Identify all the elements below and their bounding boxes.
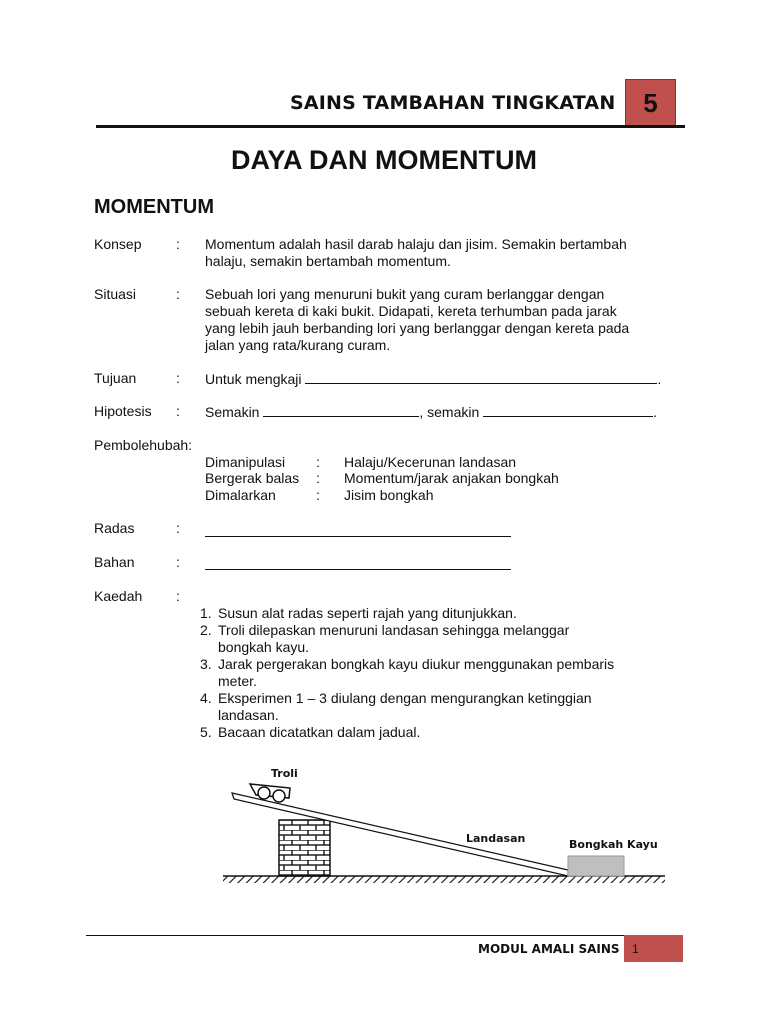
- tujuan-end: .: [657, 371, 662, 387]
- step-number: 5.: [200, 724, 212, 740]
- ground-hatch: [223, 876, 665, 883]
- konsep-line-2: halaju, semakin bertambah momentum.: [205, 253, 451, 269]
- variable-constant-label: Dimalarkan: [205, 487, 276, 503]
- step-text-continued: landasan.: [218, 707, 279, 723]
- variable-manipulated-label: Dimanipulasi: [205, 454, 286, 470]
- variable-constant-value: Jisim bongkah: [344, 487, 434, 503]
- step-text: Jarak pergerakan bongkah kayu diukur menggunakan pembaris: [218, 656, 615, 672]
- situasi-colon: :: [176, 286, 180, 302]
- konsep-colon: :: [176, 236, 180, 252]
- page-number-badge: [624, 935, 683, 962]
- step-text: Susun alat radas seperti rajah yang ditunjukkan.: [218, 605, 517, 621]
- kaedah-colon: :: [176, 588, 180, 604]
- step-number: 2.: [200, 622, 212, 638]
- document-title: DAYA DAN MOMENTUM: [230, 145, 538, 175]
- hipotesis-part-2: , semakin: [419, 404, 480, 420]
- pembolehubah-label: Pembolehubah:: [94, 437, 193, 453]
- step-text-continued: bongkah kayu.: [218, 639, 310, 655]
- tujuan-colon: :: [176, 370, 180, 386]
- hipotesis-part-1: Semakin: [205, 404, 260, 420]
- form-number: 5: [643, 87, 658, 118]
- hipotesis-end: .: [653, 404, 658, 420]
- kaedah-label: Kaedah: [94, 588, 143, 604]
- bahan-colon: :: [176, 554, 180, 570]
- bahan-label: Bahan: [94, 554, 135, 570]
- variable-responding-label: Bergerak balas: [205, 470, 300, 486]
- step-text: Bacaan dicatatkan dalam jadual.: [218, 724, 421, 740]
- step-number: 1.: [200, 605, 212, 621]
- header-title: SAINS TAMBAHAN TINGKATAN: [290, 92, 616, 114]
- radas-colon: :: [176, 520, 180, 536]
- section-title: MOMENTUM: [94, 196, 214, 218]
- hipotesis-colon: :: [176, 403, 180, 419]
- brick-support: [279, 820, 330, 876]
- step-number: 3.: [200, 656, 212, 672]
- footer-text: MODUL AMALI SAINS: [478, 942, 620, 956]
- situasi-line-3: yang lebih jauh berbanding lori yang berlanggar dengan kereta pada: [205, 320, 630, 336]
- page-number: 1: [632, 942, 639, 956]
- footer-divider: [86, 935, 683, 936]
- variable-constant-colon: :: [316, 487, 320, 503]
- situasi-line-2: sebuah kereta di kaki bukit. Didapati, kereta terhumban pada jarak: [205, 303, 617, 319]
- variable-manipulated-value: Halaju/Kecerunan landasan: [344, 454, 517, 470]
- step-number: 4.: [200, 690, 212, 706]
- radas-label: Radas: [94, 520, 135, 536]
- situasi-label: Situasi: [94, 286, 137, 302]
- wooden-block: [568, 856, 624, 876]
- block-label: Bongkah Kayu: [569, 838, 658, 851]
- step-text: Eksperimen 1 – 3 diulang dengan mengurangkan ketinggian: [218, 690, 592, 706]
- step-text: Troli dilepaskan menuruni landasan sehingga melanggar: [218, 622, 570, 638]
- tujuan-prefix: Untuk mengkaji: [205, 371, 302, 387]
- variable-responding-value: Momentum/jarak anjakan bongkah: [344, 470, 559, 486]
- situasi-line-1: Sebuah lori yang menuruni bukit yang curam berlanggar dengan: [205, 286, 605, 302]
- variable-manipulated-colon: :: [316, 454, 320, 470]
- hipotesis-label: Hipotesis: [94, 403, 152, 419]
- konsep-line-1: Momentum adalah hasil darab halaju dan jisim. Semakin bertambah: [205, 236, 627, 252]
- situasi-line-4: jalan yang rata/kurang curam.: [205, 337, 391, 353]
- tujuan-label: Tujuan: [94, 370, 137, 386]
- konsep-label: Konsep: [94, 236, 142, 252]
- trolley-label: Troli: [271, 767, 298, 780]
- variable-responding-colon: :: [316, 470, 320, 486]
- step-text-continued: meter.: [218, 673, 257, 689]
- runway-label: Landasan: [466, 832, 526, 845]
